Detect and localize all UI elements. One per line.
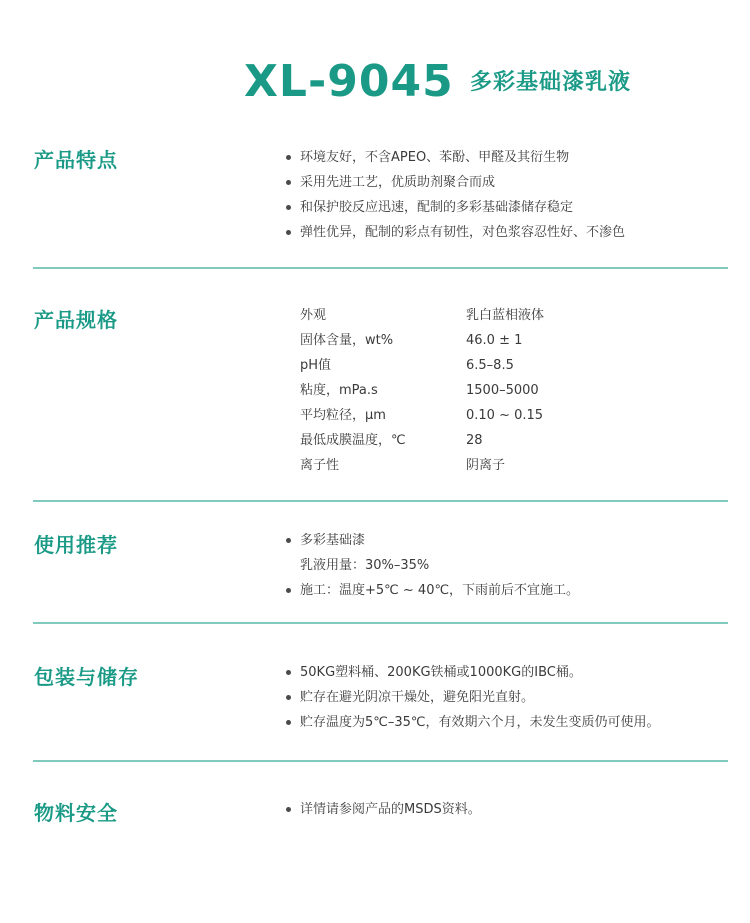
spec-key: 外观: [300, 308, 327, 323]
spec-row: [300, 403, 600, 428]
safety-list: [286, 797, 481, 822]
spec-key: 平均粒径，μm: [300, 408, 386, 423]
list-item: 弹性优异，配制的彩点有韧性，对色浆容忍性好、不渗色: [286, 220, 625, 245]
list-item: 采用先进工艺，优质助剂聚合而成: [286, 170, 625, 195]
spec-key: 最低成膜温度，℃: [300, 433, 406, 448]
spec-value: 0.10 ~ 0.15: [466, 408, 544, 423]
page-header: [0, 58, 750, 108]
product-model: XL-9045: [244, 56, 454, 107]
list-item: 和保护胶反应迅速，配制的多彩基础漆储存稳定: [286, 195, 625, 220]
spec-row: [300, 303, 600, 328]
divider: [33, 622, 728, 624]
spec-value: 28: [466, 433, 483, 448]
divider: [33, 760, 728, 762]
specs-table: [300, 303, 600, 478]
spec-value: 阴离子: [466, 458, 506, 473]
product-subtitle: 多彩基础漆乳液: [470, 70, 632, 95]
spec-row: [300, 328, 600, 353]
divider: [33, 500, 728, 502]
features-list: [286, 145, 625, 245]
usage-title: 使用推荐: [34, 533, 118, 557]
list-item: 施工：温度+5℃ ~ 40℃，下雨前后不宜施工。: [286, 578, 579, 603]
usage-list: [286, 528, 579, 603]
spec-value: 乳白蓝相液体: [466, 308, 545, 323]
list-item: 乳液用量：30%–35%: [300, 558, 430, 573]
list-item: 详情请参阅产品的MSDS资料。: [286, 797, 481, 822]
packaging-title: 包装与储存: [34, 665, 139, 689]
spec-row: [300, 428, 600, 453]
divider: [33, 267, 728, 269]
spec-row: [300, 353, 600, 378]
features-title: 产品特点: [34, 148, 118, 172]
spec-value: 6.5–8.5: [466, 358, 514, 373]
packaging-list: [286, 660, 660, 735]
spec-key: 固体含量，wt%: [300, 333, 394, 348]
spec-value: 46.0 ± 1: [466, 333, 523, 348]
spec-key: 离子性: [300, 458, 340, 473]
spec-row: [300, 378, 600, 403]
list-item: 环境友好，不含APEO、苯酚、甲醛及其衍生物: [286, 145, 625, 170]
spec-value: 1500–5000: [466, 383, 539, 398]
spec-key: pH值: [300, 358, 332, 373]
list-item: 50KG塑料桶、200KG铁桶或1000KG的IBC桶。: [286, 660, 660, 685]
list-item: 多彩基础漆: [286, 528, 579, 553]
specs-title: 产品规格: [34, 308, 118, 332]
safety-title: 物料安全: [34, 801, 118, 825]
spec-row: [300, 453, 600, 478]
list-item: 贮存温度为5℃–35℃，有效期六个月，未发生变质仍可使用。: [286, 710, 660, 735]
list-item: 贮存在避光阴凉干燥处，避免阳光直射。: [286, 685, 660, 710]
spec-key: 粘度，mPa.s: [300, 383, 378, 398]
